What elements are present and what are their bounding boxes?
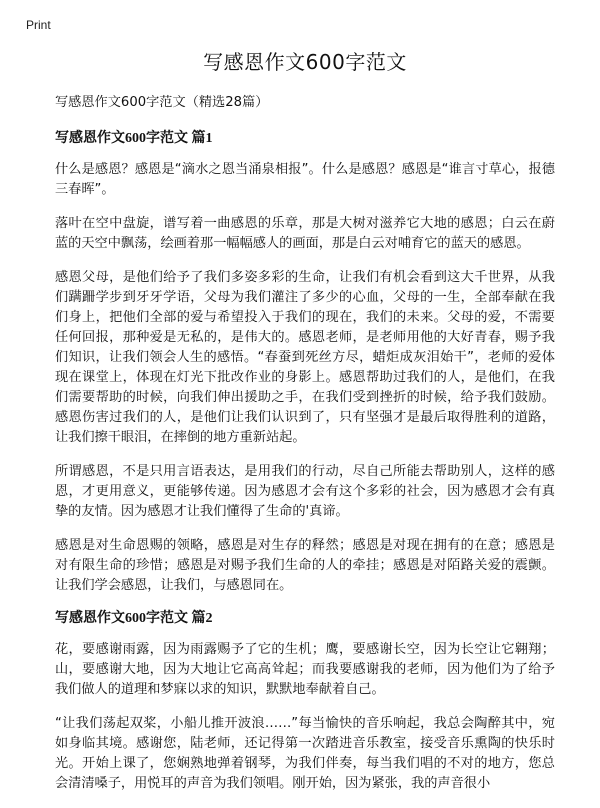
section-heading: 写感恩作文600字范文 篇2	[55, 611, 213, 626]
article-section-1	[55, 130, 555, 596]
section-heading: 写感恩作文600字范文 篇1	[55, 131, 213, 146]
paragraph: 落叶在空中盘旋，谱写着一曲感恩的乐章，那是大树对滋养它大地的感恩；白云在蔚蓝的天空中飘荡，绘画着那一幅幅感人的画面，那是白云对哺育它的蓝天的感恩。	[55, 216, 555, 251]
paragraph: “让我们荡起双桨，小船儿推开波浪……”每当愉快的音乐响起，我总会陶醉其中，宛如身临其境。感谢您，陆老师，还记得第一次踏进音乐教室，接受音乐熏陶的快乐时光。开始上课了，您娴熟地弹着钢琴，为我们伴奏，每当我们唱的不对的地方，您总会清清嗓子，用悦耳的声音为我们领唱。刚开始，因为紧张，我的声音很小	[55, 716, 555, 791]
print-link[interactable]: Print	[26, 18, 51, 32]
paragraph: 什么是感恩？感恩是“滴水之恩当涌泉相报”。什么是感恩？感恩是“谁言寸草心，报德三春晖”。	[55, 162, 555, 197]
page-title: 写感恩作文600字范文	[203, 50, 407, 74]
article-section-2	[55, 610, 555, 794]
document-body	[55, 48, 555, 808]
paragraph: 花，要感谢雨露，因为雨露赐予了它的生机；鹰，要感谢长空，因为长空让它翱翔；山，要感谢大地，因为大地让它高高耸起；而我要感谢我的老师，因为他们为了给予我们做人的道理和梦寐以求的知识，默默地奉献着自己。	[55, 642, 555, 697]
paragraph: 感恩是对生命恩赐的领略，感恩是对生存的释然；感恩是对现在拥有的在意；感恩是对有限生命的珍惜；感恩是对赐予我们生命的人的牵挂；感恩是对陌路关爱的震颤。让我们学会感恩，让我们，与感恩同在。	[55, 538, 555, 593]
document-subtitle: 写感恩作文600字范文（精选28篇）	[55, 95, 269, 110]
paragraph: 所谓感恩，不是只用言语表达，是用我们的行动，尽自己所能去帮助别人，这样的感恩，才更用意义，更能够传递。因为感恩才会有这个多彩的社会，因为感恩才会有真挚的友情。因为感恩才让我们懂得了生命的'真谛。	[55, 464, 555, 519]
paragraph: 感恩父母，是他们给予了我们多姿多彩的生命，让我们有机会看到这大千世界，从我们蹒跚学步到牙牙学语，父母为我们灌注了多少的心血，父母的一生，全部奉献在我们身上，把他们全部的爱与希望投入于我们的现在，我们的未来。父母的爱，不需要任何回报，那种爱是无私的，是伟大的。感恩老师，是老师用他的大好青春，赐予我们知识，让我们领会人生的感悟。“春蚕到死丝方尽，蜡炬成灰泪始干”，老师的爱体现在课堂上，体现在灯光下批改作业的身影上。感恩帮助过我们的人，是他们，在我们需要帮助的时候，向我们伸出援助之手，在我们受到挫折的时候，给予我们鼓励。感恩伤害过我们的人，是他们让我们认识到了，只有坚强才是最后取得胜利的道路，让我们擦干眼泪，在摔倒的地方重新站起。	[55, 270, 555, 445]
